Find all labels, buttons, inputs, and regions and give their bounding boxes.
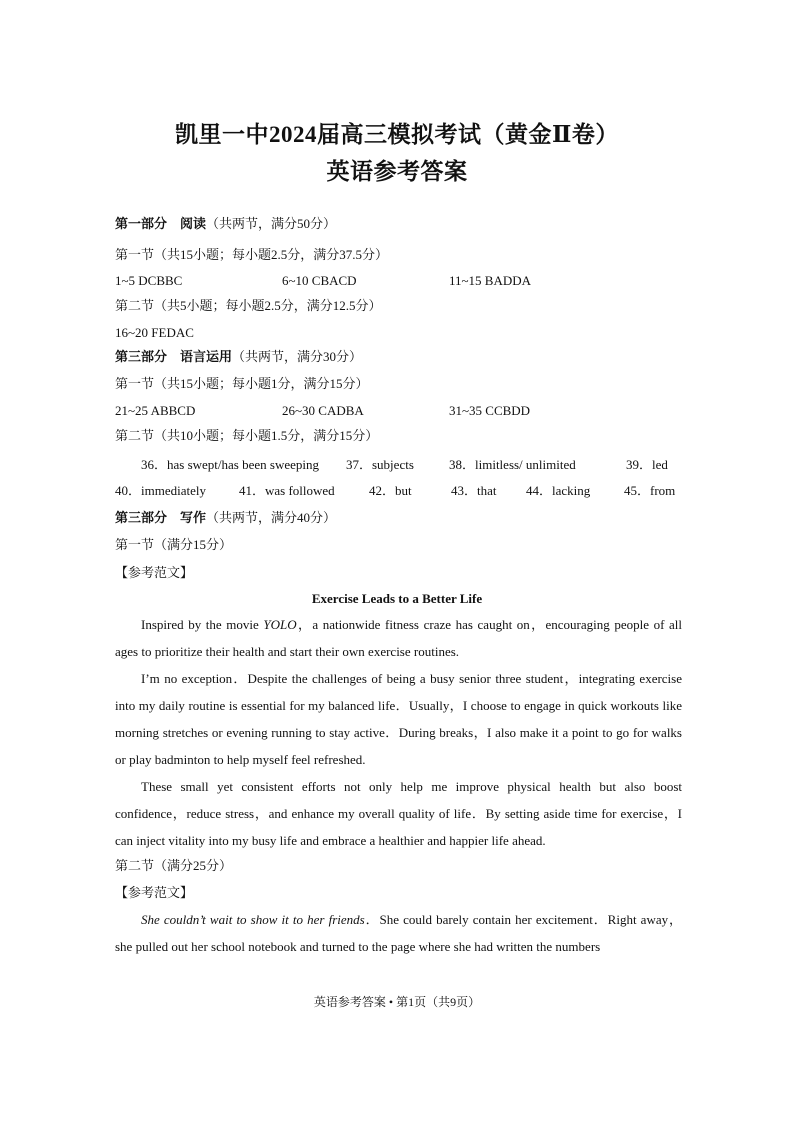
blank-answer: 43．that bbox=[451, 483, 497, 498]
page-title: 凯里一中2024届高三模拟考试（黄金Ⅱ卷） bbox=[175, 122, 619, 147]
part3a-heading-title: 第三部分 语言运用 bbox=[115, 349, 233, 364]
blank-answer: 36．has swept/has been sweeping bbox=[141, 457, 319, 472]
essay-title: Exercise Leads to a Better Life bbox=[311, 591, 483, 606]
part3b-sec1: 第一节（满分15分） bbox=[115, 537, 233, 552]
part3b-heading-title: 第三部分 写作 bbox=[115, 510, 207, 525]
blank-answer: 44．lacking bbox=[526, 483, 591, 498]
part3b-heading bbox=[115, 510, 336, 526]
blank-answer: 39．led bbox=[626, 457, 668, 472]
part3b-sec2: 第二节（满分25分） bbox=[115, 858, 233, 873]
sample-label-2: 【参考范文】 bbox=[115, 885, 194, 900]
sample-label: 【参考范文】 bbox=[115, 565, 194, 580]
answer-group: 26~30 CADBA bbox=[282, 403, 364, 418]
essay-paragraph-2: I’m no exception．Despite the challenges of being a busy senior three student，integrating exercise into my daily routine is essential for my balanced life．Usually，I choose to engage in quick workouts like morning stretches or evening running to stay active．During breaks，I also make it a point to go for walks or play badminton to help myself feel refreshed. bbox=[115, 671, 682, 767]
blank-answer: 41．was followed bbox=[239, 483, 335, 498]
story-continuation: ．She could barely contain her excitement．Right away，she pulled out her school notebook and turned to the page where she had written the numbers bbox=[115, 912, 682, 954]
essay-p1-end: ，a nationwide fitness craze has caught on，encouraging people of all ages to prioritize their health and start their own exercise routines. bbox=[115, 617, 682, 659]
part3a-heading bbox=[115, 349, 362, 365]
answer-group: 31~35 CCBDD bbox=[449, 403, 531, 418]
answer-group: 1~5 DCBBC bbox=[115, 273, 183, 288]
part3a-sec2: 第二节（共10小题；每小题1.5分，满分15分） bbox=[115, 428, 379, 443]
story-opening: She couldn’t wait to show it to her friends bbox=[141, 912, 365, 927]
blank-answer: 38．limitless/ unlimited bbox=[449, 457, 576, 472]
part1-sec2: 第二节（共5小题；每小题2.5分，满分12.5分） bbox=[115, 298, 382, 313]
essay-paragraph-3: These small yet consistent efforts not only help me improve physical health but also boost confidence，reduce stress，and enhance my overall quality of life．By setting aside time for exercise，I can inject vitality into my busy life and embrace a healthier and happier life ahead. bbox=[115, 779, 682, 848]
essay-paragraph-1 bbox=[115, 611, 682, 665]
story-paragraph bbox=[115, 906, 682, 960]
part1-heading-score: （共两节，满分50分） bbox=[206, 216, 337, 231]
answer-group: 6~10 CBACD bbox=[282, 273, 357, 288]
answer-group: 11~15 BADDA bbox=[449, 273, 532, 288]
essay-p1-start: Inspired by the movie bbox=[141, 617, 264, 632]
blank-answer: 45．from bbox=[624, 483, 676, 498]
part1-sec1: 第一节（共15小题；每小题2.5分，满分37.5分） bbox=[115, 247, 389, 262]
part3b-heading-score: （共两节，满分40分） bbox=[206, 510, 337, 525]
blank-answer: 40．immediately bbox=[115, 483, 206, 498]
part1-heading-title: 第一部分 阅读 bbox=[115, 216, 207, 231]
page-subtitle: 英语参考答案 bbox=[326, 159, 468, 184]
movie-title: YOLO bbox=[263, 617, 297, 632]
part3a-heading-score: （共两节，满分30分） bbox=[232, 349, 363, 364]
blank-answer: 37．subjects bbox=[346, 457, 414, 472]
page-footer: 英语参考答案 • 第1页（共9页） bbox=[313, 995, 481, 1009]
blank-answer: 42．but bbox=[369, 483, 412, 498]
answer-group: 16~20 FEDAC bbox=[115, 325, 194, 340]
answer-group: 21~25 ABBCD bbox=[115, 403, 196, 418]
part1-heading bbox=[115, 216, 336, 232]
part3a-sec1: 第一节（共15小题；每小题1分，满分15分） bbox=[115, 376, 369, 391]
